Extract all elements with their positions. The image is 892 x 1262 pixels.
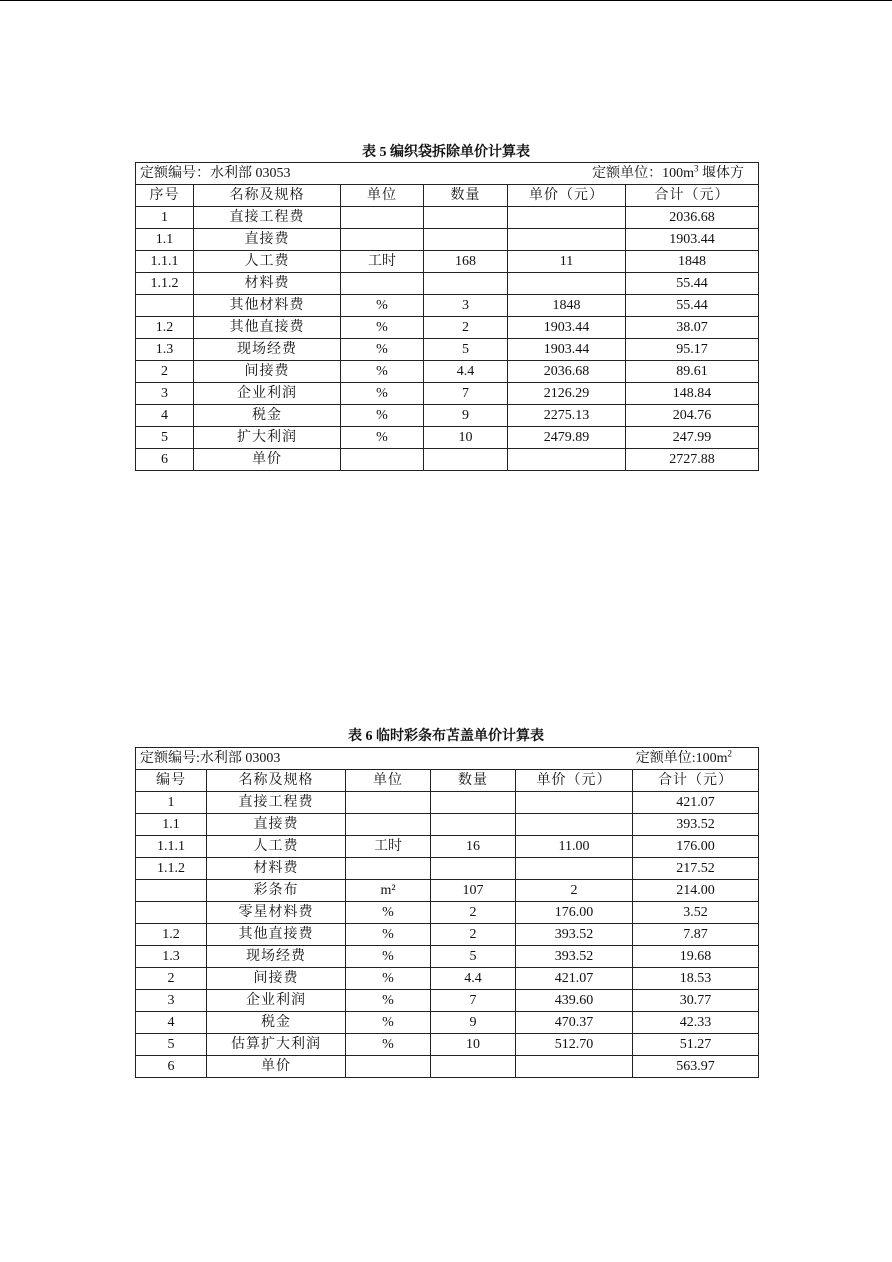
table5-cell: 2036.68 (626, 207, 759, 229)
table6-cell (346, 814, 431, 836)
table6-cell: % (346, 902, 431, 924)
table5-row (136, 207, 759, 229)
table6-cell: 其他直接费 (207, 924, 346, 946)
table6-cell: 51.27 (633, 1034, 759, 1056)
table5-cell: 1.1.2 (136, 273, 194, 295)
table5-cell: % (341, 295, 424, 317)
table6-quota-row (136, 748, 759, 770)
table6-cell: 直接工程费 (207, 792, 346, 814)
table6-cell: m² (346, 880, 431, 902)
table6-cell: 彩条布 (207, 880, 346, 902)
table5-cell: 材料费 (194, 273, 341, 295)
table5-cell: 247.99 (626, 427, 759, 449)
table6-cell: 3.52 (633, 902, 759, 924)
table5-cell: 2727.88 (626, 449, 759, 471)
page-top-border (0, 0, 892, 1)
table5-title: 表 5 编织袋拆除单价计算表 (362, 145, 530, 160)
table5-cell (424, 207, 508, 229)
table5-cell: 148.84 (626, 383, 759, 405)
table6-cell (431, 792, 516, 814)
table6-cell: 1.2 (136, 924, 207, 946)
table5-row (136, 427, 759, 449)
table5-cell: 4 (136, 405, 194, 427)
table5-cell (136, 295, 194, 317)
table6-cell: 零星材料费 (207, 902, 346, 924)
table6-cell: 估算扩大利润 (207, 1034, 346, 1056)
table5-cell: 现场经费 (194, 339, 341, 361)
table5-cell: 168 (424, 251, 508, 273)
table6-cell: 税金 (207, 1012, 346, 1034)
table6-cell (346, 792, 431, 814)
table5-cell (508, 229, 626, 251)
table6-cell: 现场经费 (207, 946, 346, 968)
table5-row (136, 449, 759, 471)
table5-row (136, 317, 759, 339)
table5-cell: 55.44 (626, 295, 759, 317)
table6-header-cell: 单价（元） (516, 770, 633, 792)
table5-cell: 3 (136, 383, 194, 405)
table5-cell: 9 (424, 405, 508, 427)
table6-cell: 10 (431, 1034, 516, 1056)
table6-cell: 563.97 (633, 1056, 759, 1078)
table5-cell: 5 (424, 339, 508, 361)
table6-cell: 5 (431, 946, 516, 968)
table5-row (136, 273, 759, 295)
table5-cell (341, 449, 424, 471)
table5-cell (341, 273, 424, 295)
table5-cell: 2 (136, 361, 194, 383)
table6-header-cell: 编号 (136, 770, 207, 792)
table6-cell: 393.52 (516, 924, 633, 946)
table6-header-cell: 数量 (431, 770, 516, 792)
table6-header-row (136, 770, 759, 792)
table6-cell: % (346, 1034, 431, 1056)
table6-header-cell: 单位 (346, 770, 431, 792)
table5-quota-code: 定额编号：水利部 03053 (140, 166, 291, 181)
table6-cell: 421.07 (516, 968, 633, 990)
table6-cell: 30.77 (633, 990, 759, 1012)
table5-cell: 税金 (194, 405, 341, 427)
table5-cell (424, 449, 508, 471)
table6-cell: 470.37 (516, 1012, 633, 1034)
table5-cell: 2275.13 (508, 405, 626, 427)
table5-cell: 1.3 (136, 339, 194, 361)
table6-cell (516, 814, 633, 836)
table5-cell: 2479.89 (508, 427, 626, 449)
table6-cell: 11.00 (516, 836, 633, 858)
table6-cell: 439.60 (516, 990, 633, 1012)
table5-cell: 1 (136, 207, 194, 229)
table6-row (136, 814, 759, 836)
table6-cell: 2 (431, 902, 516, 924)
table6-cell: 单价 (207, 1056, 346, 1078)
table6-cell: 间接费 (207, 968, 346, 990)
table5-cell: 1903.44 (508, 317, 626, 339)
table6-cell: 工时 (346, 836, 431, 858)
table6-quota-code: 定额编号:水利部 03003 (140, 751, 281, 766)
table5-row (136, 339, 759, 361)
table6-cell: 18.53 (633, 968, 759, 990)
table6-cell: 4.4 (431, 968, 516, 990)
table5-cell: 3 (424, 295, 508, 317)
table6-cell: 7.87 (633, 924, 759, 946)
table5-cell (424, 229, 508, 251)
table5-header-cell: 单价（元） (508, 185, 626, 207)
table5-cell (424, 273, 508, 295)
table6-cell: 2 (516, 880, 633, 902)
table5-row (136, 361, 759, 383)
table5-cell: 2126.29 (508, 383, 626, 405)
table5-header-cell: 数量 (424, 185, 508, 207)
table5-row (136, 383, 759, 405)
table5-row (136, 229, 759, 251)
table6-cell: 人工费 (207, 836, 346, 858)
table5-header-cell: 名称及规格 (194, 185, 341, 207)
table5-cell: 1.2 (136, 317, 194, 339)
table5-cell: 直接费 (194, 229, 341, 251)
table5-cell: 其他直接费 (194, 317, 341, 339)
table5-header-row (136, 185, 759, 207)
table6-cell (431, 1056, 516, 1078)
table5-header-cell: 单位 (341, 185, 424, 207)
table6-cell: 3 (136, 990, 207, 1012)
table5-cell: 扩大利润 (194, 427, 341, 449)
table5-cell: 89.61 (626, 361, 759, 383)
table5-cell: 间接费 (194, 361, 341, 383)
table6-cell: 7 (431, 990, 516, 1012)
table6-cell (136, 902, 207, 924)
table6-cell: 512.70 (516, 1034, 633, 1056)
table6-quota-unit: 定额单位$:100m^2$ (635, 748, 733, 766)
table6-row (136, 902, 759, 924)
table6-cell: 4 (136, 1012, 207, 1034)
table5-cell: 单价 (194, 449, 341, 471)
table5-quota-row (136, 163, 759, 185)
table6-cell: 1.3 (136, 946, 207, 968)
table5-cell: 其他材料费 (194, 295, 341, 317)
table5-cell: % (341, 427, 424, 449)
table6-cell: 393.52 (633, 814, 759, 836)
table6-row (136, 792, 759, 814)
table6-cell (431, 858, 516, 880)
table5-cell: 1.1.1 (136, 251, 194, 273)
table5-header-cell: 序号 (136, 185, 194, 207)
table5-cell: % (341, 383, 424, 405)
table5-cell: 1.1 (136, 229, 194, 251)
table5-cell: 1848 (626, 251, 759, 273)
table6-cell: 2 (431, 924, 516, 946)
table6-cell: 6 (136, 1056, 207, 1078)
table5-cell (508, 449, 626, 471)
table5-cell: 工时 (341, 251, 424, 273)
table6-header-cell: 合计（元） (633, 770, 759, 792)
table6-cell: 直接费 (207, 814, 346, 836)
table6-row (136, 968, 759, 990)
table6-cell: 2 (136, 968, 207, 990)
table5-cell: 4.4 (424, 361, 508, 383)
table5-cell: % (341, 339, 424, 361)
table6-cell: 1.1.2 (136, 858, 207, 880)
table6 (135, 747, 759, 1078)
table6-cell: 1 (136, 792, 207, 814)
table6-cell: % (346, 924, 431, 946)
table5-row (136, 295, 759, 317)
table6-cell: 5 (136, 1034, 207, 1056)
table6-row (136, 1056, 759, 1078)
table6-cell (346, 1056, 431, 1078)
table5-header-cell: 合计（元） (626, 185, 759, 207)
table5-cell: 10 (424, 427, 508, 449)
table6-cell: 42.33 (633, 1012, 759, 1034)
table6-row (136, 858, 759, 880)
table5-cell: 6 (136, 449, 194, 471)
table6-row (136, 990, 759, 1012)
table6-cell: 材料费 (207, 858, 346, 880)
table5-cell: 38.07 (626, 317, 759, 339)
table5-cell: 5 (136, 427, 194, 449)
table6-title: 表 6 临时彩条布苫盖单价计算表 (348, 729, 544, 744)
table6-cell (516, 792, 633, 814)
table5-cell: 7 (424, 383, 508, 405)
table5-row (136, 405, 759, 427)
table6-cell: 16 (431, 836, 516, 858)
table6-cell: 176.00 (633, 836, 759, 858)
table6-cell (346, 858, 431, 880)
table6-cell: 1.1.1 (136, 836, 207, 858)
table6-cell (136, 880, 207, 902)
table6-row (136, 946, 759, 968)
table5-row (136, 251, 759, 273)
table5-cell: 2 (424, 317, 508, 339)
table6-cell: 107 (431, 880, 516, 902)
table5-cell: 1903.44 (626, 229, 759, 251)
table6-cell: 1.1 (136, 814, 207, 836)
table5-quota-unit: 定额单位：$100m^3$ 堰体方 (592, 163, 745, 181)
table6-cell: % (346, 968, 431, 990)
table6-row (136, 924, 759, 946)
table6-cell (516, 1056, 633, 1078)
table6-cell: % (346, 1012, 431, 1034)
table5-cell: 人工费 (194, 251, 341, 273)
table6-cell: 217.52 (633, 858, 759, 880)
table5-cell: 95.17 (626, 339, 759, 361)
table6-row (136, 836, 759, 858)
table6-row (136, 1034, 759, 1056)
table6-row (136, 1012, 759, 1034)
table6-cell (431, 814, 516, 836)
table5-cell (508, 273, 626, 295)
table5 (135, 162, 759, 471)
table5-cell: % (341, 361, 424, 383)
table5-cell: 2036.68 (508, 361, 626, 383)
table5-cell: 企业利润 (194, 383, 341, 405)
table5-cell (508, 207, 626, 229)
table6-header-cell: 名称及规格 (207, 770, 346, 792)
table5-cell: 204.76 (626, 405, 759, 427)
table6-cell: % (346, 990, 431, 1012)
table6-cell: 19.68 (633, 946, 759, 968)
table6-cell: 393.52 (516, 946, 633, 968)
table5-cell: 55.44 (626, 273, 759, 295)
table6-cell: 214.00 (633, 880, 759, 902)
table6-cell (516, 858, 633, 880)
table5-cell (341, 229, 424, 251)
table5-cell: 1903.44 (508, 339, 626, 361)
table5-cell: 11 (508, 251, 626, 273)
table6-cell: 9 (431, 1012, 516, 1034)
table5-cell: 1848 (508, 295, 626, 317)
table6-cell: 企业利润 (207, 990, 346, 1012)
table5-cell: 直接工程费 (194, 207, 341, 229)
table6-row (136, 880, 759, 902)
table6-cell: 176.00 (516, 902, 633, 924)
table5-cell (341, 207, 424, 229)
table6-cell: 421.07 (633, 792, 759, 814)
table5-cell: % (341, 405, 424, 427)
table6-cell: % (346, 946, 431, 968)
table5-cell: % (341, 317, 424, 339)
